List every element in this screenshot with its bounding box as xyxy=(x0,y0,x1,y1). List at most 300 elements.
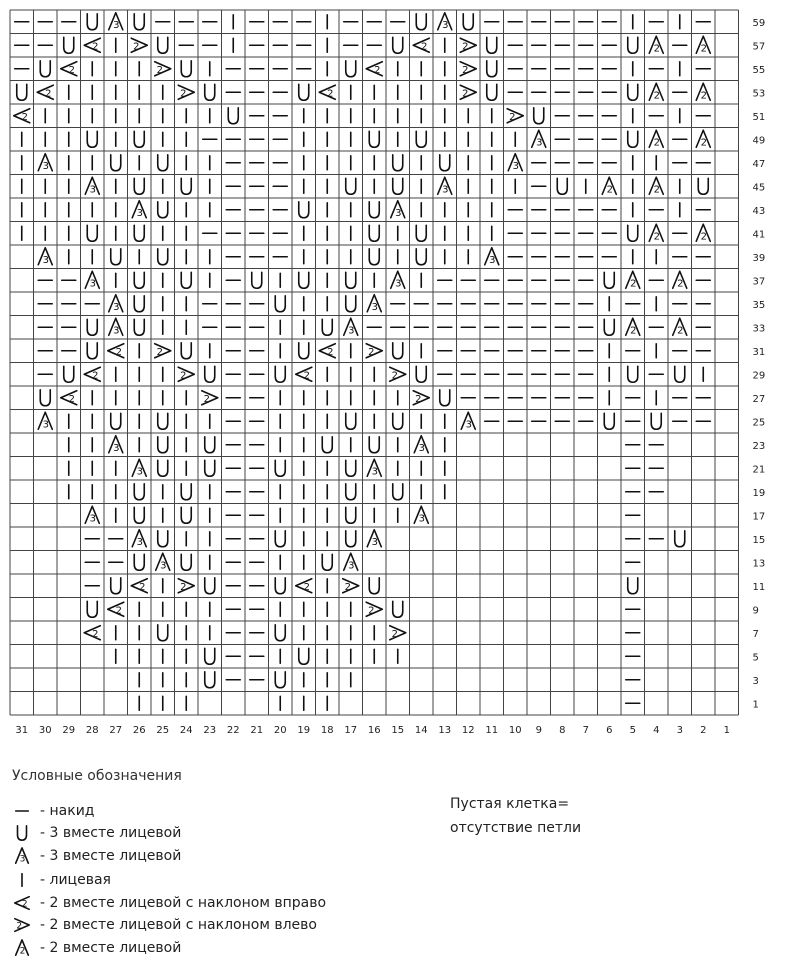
column-label: 14 xyxy=(414,725,428,736)
stitch-k3tog-center xyxy=(414,506,428,524)
legend-item-k2tog xyxy=(10,937,181,959)
legend-label: - лицевая xyxy=(40,872,111,888)
stitch-k3tog xyxy=(87,319,97,335)
stitch-k3tog-center xyxy=(485,248,499,266)
stitch-k3tog xyxy=(416,14,426,30)
stitch-k2tog-left xyxy=(460,62,476,76)
stitch-k2tog-left xyxy=(178,579,194,593)
stitch-k3tog xyxy=(275,625,285,641)
legend-item-k3tog xyxy=(10,822,181,844)
stitch-k3tog xyxy=(604,272,614,288)
svg-text:2: 2 xyxy=(327,88,334,100)
column-label: 31 xyxy=(15,725,29,736)
svg-text:2: 2 xyxy=(462,88,469,100)
stitch-k2tog-right xyxy=(37,85,53,99)
column-label: 28 xyxy=(85,725,99,736)
svg-text:2: 2 xyxy=(327,346,334,358)
svg-text:2: 2 xyxy=(180,370,187,382)
stitch-k3tog xyxy=(440,155,450,171)
stitch-k3tog xyxy=(17,84,27,100)
stitch-k3tog xyxy=(346,272,356,288)
svg-text:2: 2 xyxy=(92,41,99,53)
svg-text:2: 2 xyxy=(19,946,26,957)
svg-text:2: 2 xyxy=(45,88,52,100)
stitch-k3tog xyxy=(346,484,356,500)
stitch-k3tog-center xyxy=(391,201,405,219)
stitch-k3tog xyxy=(181,343,191,359)
svg-text:3: 3 xyxy=(113,301,120,313)
row-label: 55 xyxy=(752,64,766,76)
stitch-k3tog xyxy=(675,531,685,547)
svg-text:2: 2 xyxy=(630,325,637,337)
svg-text:2: 2 xyxy=(156,346,163,358)
row-label: 41 xyxy=(752,229,766,241)
stitch-k3tog xyxy=(181,61,191,77)
stitch-k3tog xyxy=(369,249,379,265)
svg-text:3: 3 xyxy=(136,536,144,548)
stitch-k2tog-right xyxy=(131,579,147,593)
svg-text:3: 3 xyxy=(371,466,379,478)
row-label: 5 xyxy=(752,652,759,664)
stitch-k2tog xyxy=(649,177,663,195)
k3tog-triangle-icon xyxy=(10,845,36,867)
stitch-k3tog xyxy=(111,155,121,171)
legend-label: - накид xyxy=(40,803,95,819)
stitch-k2tog-left xyxy=(390,626,406,640)
row-label: 7 xyxy=(752,628,759,640)
column-label: 18 xyxy=(320,725,334,736)
row-label: 37 xyxy=(752,276,766,288)
svg-text:2: 2 xyxy=(677,325,684,337)
column-label: 30 xyxy=(38,725,52,736)
column-label: 5 xyxy=(629,725,636,736)
stitch-k2tog-left xyxy=(155,62,171,76)
stitch-k3tog xyxy=(393,178,403,194)
stitch-k2tog-right xyxy=(108,602,124,616)
stitch-k3tog xyxy=(604,319,614,335)
column-label: 17 xyxy=(344,725,358,736)
column-label: 16 xyxy=(367,725,381,736)
svg-text:2: 2 xyxy=(509,111,516,123)
column-label: 23 xyxy=(203,725,217,736)
svg-text:3: 3 xyxy=(395,278,402,290)
stitch-k3tog-center xyxy=(38,154,52,172)
column-label: 3 xyxy=(676,725,683,736)
stitch-k3tog xyxy=(134,131,144,147)
row-label: 29 xyxy=(752,370,766,382)
stitch-k3tog xyxy=(322,554,332,570)
row-label: 31 xyxy=(752,346,766,358)
stitch-k3tog xyxy=(228,108,238,124)
column-label: 7 xyxy=(582,725,589,736)
stitch-k2tog-right xyxy=(296,579,312,593)
stitch-k3tog xyxy=(87,14,97,30)
row-label: 33 xyxy=(752,323,766,335)
stitch-k3tog xyxy=(205,648,215,664)
stitch-k3tog xyxy=(134,178,144,194)
stitch-k3tog xyxy=(628,84,638,100)
stitch-k3tog xyxy=(205,578,215,594)
svg-text:2: 2 xyxy=(303,581,310,593)
column-label: 22 xyxy=(226,725,240,736)
stitch-k3tog xyxy=(369,202,379,218)
row-label: 19 xyxy=(752,487,766,499)
stitch-k3tog xyxy=(346,296,356,312)
stitch-k3tog xyxy=(628,366,638,382)
stitch-k3tog xyxy=(181,484,191,500)
stitch-k3tog xyxy=(534,108,544,124)
svg-text:2: 2 xyxy=(133,41,140,53)
stitch-k2tog-right xyxy=(61,391,77,405)
stitch-k3tog xyxy=(87,225,97,241)
legend-item-k2tog-left xyxy=(10,914,317,936)
column-label: 6 xyxy=(606,725,613,736)
stitch-k3tog xyxy=(205,672,215,688)
stitch-k2tog-left xyxy=(178,367,194,381)
svg-text:2: 2 xyxy=(630,278,637,290)
column-label: 25 xyxy=(156,725,170,736)
stitch-k2tog-right xyxy=(84,626,100,640)
row-label: 49 xyxy=(752,135,766,147)
stitch-k3tog-center xyxy=(109,295,123,313)
svg-text:2: 2 xyxy=(203,393,210,405)
stitch-k3tog xyxy=(158,625,168,641)
stitch-k3tog-center xyxy=(109,318,123,336)
stitch-k3tog-center xyxy=(132,201,146,219)
stitch-k3tog xyxy=(628,37,638,53)
stitch-k3tog-center xyxy=(391,271,405,289)
note-line-1: Пустая клетка= xyxy=(450,796,570,812)
stitch-k3tog xyxy=(111,249,121,265)
stitch-k3tog xyxy=(205,84,215,100)
stitch-k2tog xyxy=(673,318,687,336)
stitch-k3tog xyxy=(87,601,97,617)
stitch-k3tog-center xyxy=(414,436,428,454)
column-label: 21 xyxy=(250,725,264,736)
stitch-k3tog xyxy=(393,413,403,429)
legend-label: - 2 вместе лицевой с наклоном влево xyxy=(40,917,317,933)
stitch-k3tog xyxy=(346,507,356,523)
stitch-k3tog xyxy=(275,531,285,547)
row-label: 11 xyxy=(752,581,766,593)
stitch-k2tog-left xyxy=(366,344,382,358)
svg-text:2: 2 xyxy=(391,628,398,640)
svg-text:3: 3 xyxy=(42,160,50,172)
column-label: 29 xyxy=(62,725,76,736)
stitch-k2tog-left xyxy=(155,344,171,358)
legend-item-knit xyxy=(10,869,111,891)
svg-text:2: 2 xyxy=(700,90,708,102)
row-label: 13 xyxy=(752,558,766,570)
svg-text:2: 2 xyxy=(677,278,684,290)
column-label: 26 xyxy=(132,725,146,736)
stitch-k3tog xyxy=(275,366,285,382)
svg-text:2: 2 xyxy=(368,605,375,617)
stitch-k2tog-right xyxy=(61,62,77,76)
stitch-k3tog-center xyxy=(109,13,123,31)
column-label: 8 xyxy=(559,725,566,736)
stitch-k3tog xyxy=(440,390,450,406)
stitch-k3tog xyxy=(275,296,285,312)
svg-text:2: 2 xyxy=(115,605,122,617)
svg-text:3: 3 xyxy=(89,513,97,525)
legend-label: - 3 вместе лицевой xyxy=(40,848,182,864)
stitch-k2tog xyxy=(649,130,663,148)
stitch-k3tog-center xyxy=(85,177,99,195)
svg-text:2: 2 xyxy=(180,581,187,593)
stitch-k2tog-right xyxy=(84,367,100,381)
stitch-k3tog xyxy=(393,601,403,617)
column-label: 15 xyxy=(391,725,405,736)
row-label: 47 xyxy=(752,158,766,170)
stitch-k3tog xyxy=(158,249,168,265)
row-label: 1 xyxy=(752,699,759,711)
row-label: 35 xyxy=(752,299,766,311)
stitch-k2tog-right xyxy=(84,38,100,52)
svg-text:2: 2 xyxy=(653,90,661,102)
svg-text:2: 2 xyxy=(606,184,614,196)
row-label: 15 xyxy=(752,534,766,546)
svg-text:2: 2 xyxy=(421,41,428,53)
stitch-k3tog-center xyxy=(132,459,146,477)
stitch-k3tog xyxy=(416,249,426,265)
column-label: 10 xyxy=(508,725,522,736)
svg-text:3: 3 xyxy=(113,442,120,454)
svg-text:2: 2 xyxy=(21,899,28,910)
stitch-k2tog-left xyxy=(202,391,218,405)
stitch-k3tog xyxy=(346,531,356,547)
svg-text:3: 3 xyxy=(395,207,402,219)
svg-text:2: 2 xyxy=(68,64,75,76)
stitch-k2tog-right xyxy=(413,38,429,52)
svg-text:2: 2 xyxy=(462,64,469,76)
svg-text:3: 3 xyxy=(19,854,26,865)
stitch-k3tog xyxy=(299,84,309,100)
stitch-k3tog xyxy=(205,460,215,476)
stitch-k3tog xyxy=(299,202,309,218)
stitch-k3tog-center xyxy=(85,506,99,524)
stitch-k2tog-left xyxy=(413,391,429,405)
stitch-k2tog xyxy=(649,36,663,54)
svg-text:3: 3 xyxy=(512,160,520,172)
stitch-k3tog xyxy=(487,37,497,53)
k2tog-triangle-icon xyxy=(10,937,36,959)
svg-text:2: 2 xyxy=(156,64,163,76)
row-label: 25 xyxy=(752,417,766,429)
stitch-k2tog-left xyxy=(460,85,476,99)
svg-text:3: 3 xyxy=(113,19,120,31)
stitch-k3tog xyxy=(252,272,262,288)
column-label: 20 xyxy=(273,725,287,736)
svg-text:2: 2 xyxy=(391,370,398,382)
stitch-k2tog xyxy=(696,224,710,242)
svg-text:2: 2 xyxy=(700,137,708,149)
stitch-k3tog xyxy=(134,484,144,500)
stitch-k3tog-center xyxy=(344,553,358,571)
stitch-k3tog xyxy=(698,178,708,194)
row-label: 53 xyxy=(752,88,766,100)
svg-text:2: 2 xyxy=(462,41,469,53)
stitch-k3tog-center xyxy=(132,530,146,548)
legend-item-k2tog-right xyxy=(10,892,326,914)
stitch-k3tog-center xyxy=(344,318,358,336)
stitch-k3tog xyxy=(64,366,74,382)
row-label: 3 xyxy=(752,675,759,687)
svg-text:3: 3 xyxy=(136,207,144,219)
legend-label: - 2 вместе лицевой xyxy=(40,940,182,956)
row-label: 57 xyxy=(752,41,766,53)
stitch-k3tog-center xyxy=(438,13,452,31)
column-label: 12 xyxy=(461,725,475,736)
k2tog-left-icon xyxy=(10,914,36,936)
stitch-k3tog xyxy=(158,460,168,476)
stitch-k3tog-center xyxy=(38,412,52,430)
stitch-k2tog xyxy=(696,36,710,54)
stitch-k3tog xyxy=(416,225,426,241)
stitch-k2tog-left xyxy=(366,602,382,616)
svg-text:2: 2 xyxy=(653,184,661,196)
stitch-k2tog xyxy=(696,130,710,148)
row-label: 17 xyxy=(752,511,766,523)
stitch-k2tog-right xyxy=(319,85,335,99)
stitch-k2tog xyxy=(649,83,663,101)
stitch-k3tog-center xyxy=(532,130,546,148)
stitch-k2tog-left xyxy=(390,367,406,381)
stitch-k2tog-left xyxy=(507,109,523,123)
knit-stitch-icon xyxy=(10,869,36,891)
svg-text:3: 3 xyxy=(42,254,50,266)
stitch-k3tog xyxy=(134,225,144,241)
legend-label: - 2 вместе лицевой с наклоном вправо xyxy=(40,895,327,911)
svg-text:3: 3 xyxy=(160,560,167,572)
svg-text:3: 3 xyxy=(465,419,473,431)
stitch-k3tog-center xyxy=(38,248,52,266)
stitch-k3tog xyxy=(416,131,426,147)
stitch-k2tog xyxy=(696,83,710,101)
svg-text:3: 3 xyxy=(442,184,449,196)
stitch-k3tog xyxy=(275,460,285,476)
stitch-k3tog xyxy=(275,672,285,688)
svg-text:2: 2 xyxy=(92,628,99,640)
k3tog-u-icon xyxy=(10,822,36,844)
row-label: 39 xyxy=(752,252,766,264)
svg-text:2: 2 xyxy=(700,43,708,55)
stitch-k3tog xyxy=(322,319,332,335)
stitch-k3tog xyxy=(181,507,191,523)
stitch-k3tog xyxy=(134,272,144,288)
stitch-k3tog xyxy=(604,413,614,429)
stitch-k3tog xyxy=(299,343,309,359)
column-label: 13 xyxy=(438,725,452,736)
svg-text:3: 3 xyxy=(42,419,50,431)
svg-text:3: 3 xyxy=(418,513,426,525)
stitch-k3tog xyxy=(299,272,309,288)
stitch-k2tog-right xyxy=(319,344,335,358)
svg-text:2: 2 xyxy=(21,111,28,123)
stitch-k3tog xyxy=(40,390,50,406)
svg-text:2: 2 xyxy=(139,581,146,593)
stitch-k3tog xyxy=(628,131,638,147)
svg-text:2: 2 xyxy=(653,231,661,243)
stitch-k2tog xyxy=(626,318,640,336)
stitch-k3tog xyxy=(487,61,497,77)
stitch-k3tog xyxy=(346,178,356,194)
stitch-k3tog-center xyxy=(461,412,475,430)
svg-text:3: 3 xyxy=(348,325,355,337)
row-label: 59 xyxy=(752,17,766,29)
stitch-k3tog xyxy=(628,225,638,241)
stitch-k3tog xyxy=(40,61,50,77)
row-label: 23 xyxy=(752,440,766,452)
svg-text:2: 2 xyxy=(68,393,75,405)
column-label: 4 xyxy=(653,725,660,736)
stitch-k3tog xyxy=(463,14,473,30)
stitch-k3tog xyxy=(205,366,215,382)
row-label: 21 xyxy=(752,464,766,476)
stitch-k2tog-left xyxy=(178,85,194,99)
stitch-k3tog xyxy=(346,413,356,429)
stitch-k3tog xyxy=(158,202,168,218)
stitch-k3tog-center xyxy=(508,154,522,172)
k2tog-right-icon xyxy=(10,892,36,914)
stitch-k3tog xyxy=(346,460,356,476)
column-label: 24 xyxy=(179,725,193,736)
svg-text:3: 3 xyxy=(89,278,97,290)
stitch-k3tog xyxy=(111,578,121,594)
stitch-k3tog xyxy=(181,272,191,288)
stitch-k3tog xyxy=(134,507,144,523)
stitch-k3tog xyxy=(393,484,403,500)
stitch-k3tog-center xyxy=(367,459,381,477)
svg-text:2: 2 xyxy=(368,346,375,358)
svg-text:3: 3 xyxy=(371,536,379,548)
stitch-k2tog xyxy=(649,224,663,242)
legend-label: - 3 вместе лицевой xyxy=(40,825,182,841)
column-label: 2 xyxy=(700,725,707,736)
legend-title: Условные обозначения xyxy=(12,768,182,784)
stitch-k3tog xyxy=(628,578,638,594)
stitch-k3tog xyxy=(134,554,144,570)
stitch-k2tog xyxy=(673,271,687,289)
svg-text:2: 2 xyxy=(92,370,99,382)
stitch-k3tog xyxy=(393,155,403,171)
stitch-k3tog xyxy=(369,225,379,241)
svg-text:3: 3 xyxy=(442,19,449,31)
stitch-k3tog xyxy=(651,413,661,429)
svg-text:3: 3 xyxy=(536,137,543,149)
stitch-k3tog xyxy=(158,155,168,171)
stitch-k3tog-center xyxy=(367,295,381,313)
stitch-k3tog xyxy=(346,61,356,77)
row-label: 27 xyxy=(752,393,766,405)
svg-text:3: 3 xyxy=(371,301,379,313)
stitch-k3tog xyxy=(87,131,97,147)
stitch-k3tog xyxy=(134,14,144,30)
svg-text:2: 2 xyxy=(115,346,122,358)
svg-text:2: 2 xyxy=(653,137,661,149)
legend-item-k3tog-center xyxy=(10,845,181,867)
yarn-over-icon xyxy=(10,800,36,822)
svg-text:2: 2 xyxy=(303,370,310,382)
stitch-k2tog xyxy=(602,177,616,195)
stitch-k3tog xyxy=(158,437,168,453)
stitch-k3tog xyxy=(557,178,567,194)
stitch-k2tog xyxy=(626,271,640,289)
column-label: 19 xyxy=(297,725,311,736)
column-label: 27 xyxy=(109,725,123,736)
svg-text:3: 3 xyxy=(113,325,120,337)
empty-cell-note xyxy=(450,792,581,840)
